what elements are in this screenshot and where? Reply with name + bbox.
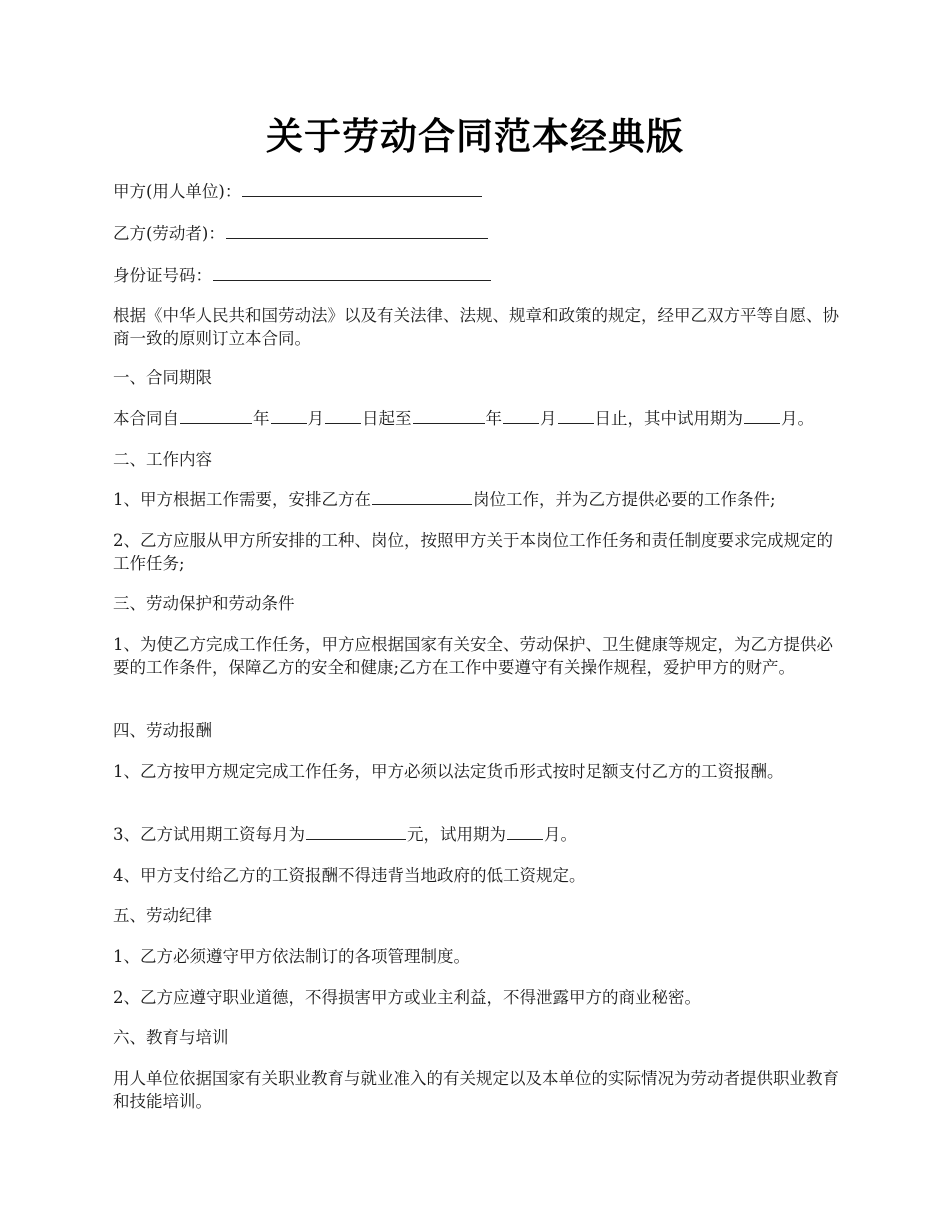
- start-month-blank[interactable]: [271, 409, 307, 424]
- position-blank[interactable]: [372, 490, 472, 505]
- section-4-title: 四、劳动报酬: [113, 721, 212, 740]
- section-1-title: 一、合同期限: [113, 368, 212, 387]
- term-end: 月。: [781, 409, 814, 428]
- party-a-label: 甲方(用人单位)：: [113, 182, 242, 201]
- contract-term-line: [113, 407, 873, 430]
- work-content-p2: 2、乙方应服从甲方所安排的工种、岗位，按照甲方关于本岗位工作任务和责任制度要求完成规定的工作任务;: [113, 531, 833, 573]
- end-year-blank[interactable]: [413, 409, 485, 424]
- probation-month-blank[interactable]: [744, 409, 780, 424]
- party-a-line: [113, 180, 853, 203]
- work-content-p1: [113, 488, 873, 511]
- work-p1-end: 岗位工作，并为乙方提供必要的工作条件;: [473, 490, 776, 509]
- discipline-p1: 1、乙方必须遵守甲方依法制订的各项管理制度。: [113, 947, 470, 966]
- party-b-line: [113, 222, 853, 245]
- salary-p3-start: 3、乙方试用期工资每月为: [113, 825, 305, 844]
- term-month-1: 月: [307, 409, 324, 428]
- term-day-1: 日起至: [362, 409, 412, 428]
- party-a-blank[interactable]: [242, 182, 482, 197]
- term-probation: 日止，其中试用期为: [594, 409, 743, 428]
- term-year-2: 年: [485, 409, 502, 428]
- work-p1-start: 1、甲方根据工作需要，安排乙方在: [113, 490, 371, 509]
- id-blank[interactable]: [213, 266, 491, 281]
- term-year-1: 年: [253, 409, 270, 428]
- end-day-blank[interactable]: [558, 409, 594, 424]
- id-line: [113, 264, 853, 287]
- monthly-salary-blank[interactable]: [306, 825, 406, 840]
- term-month-2: 月: [540, 409, 557, 428]
- section-6-title: 六、教育与培训: [113, 1028, 229, 1047]
- salary-p3-mid: 元，试用期为: [407, 825, 506, 844]
- section-5-title: 五、劳动纪律: [113, 906, 212, 925]
- intro-paragraph: 根据《中华人民共和国劳动法》以及有关法律、法规、规章和政策的规定，经甲乙双方平等自愿、协商一致的原则订立本合同。: [113, 306, 839, 348]
- start-day-blank[interactable]: [325, 409, 361, 424]
- section-2-title: 二、工作内容: [113, 450, 212, 469]
- term-text-start: 本合同自: [113, 409, 179, 428]
- id-label: 身份证号码：: [113, 266, 212, 285]
- start-year-blank[interactable]: [180, 409, 252, 424]
- salary-p4: 4、甲方支付给乙方的工资报酬不得违背当地政府的低工资规定。: [113, 866, 586, 885]
- salary-p3: [113, 823, 853, 846]
- party-b-label: 乙方(劳动者)：: [113, 224, 225, 243]
- protection-p1: 1、为使乙方完成工作任务，甲方应根据国家有关安全、劳动保护、卫生健康等规定，为乙方提供必要的工作条件，保障乙方的安全和健康;乙方在工作中要遵守有关操作规程，爱护甲方的财产。: [113, 635, 833, 677]
- probation-period-blank[interactable]: [507, 825, 543, 840]
- salary-p1: 1、乙方按甲方规定完成工作任务，甲方必须以法定货币形式按时足额支付乙方的工资报酬。: [113, 762, 784, 781]
- end-month-blank[interactable]: [503, 409, 539, 424]
- salary-p3-end: 月。: [544, 825, 577, 844]
- training-p1: 用人单位依据国家有关职业教育与就业准入的有关规定以及本单位的实际情况为劳动者提供职业教育和技能培训。: [113, 1069, 839, 1111]
- section-3-title: 三、劳动保护和劳动条件: [113, 594, 295, 613]
- party-b-blank[interactable]: [226, 224, 488, 239]
- document-title: 关于劳动合同范本经典版: [266, 114, 684, 158]
- discipline-p2: 2、乙方应遵守职业道德，不得损害甲方或业主利益，不得泄露甲方的商业秘密。: [113, 988, 701, 1007]
